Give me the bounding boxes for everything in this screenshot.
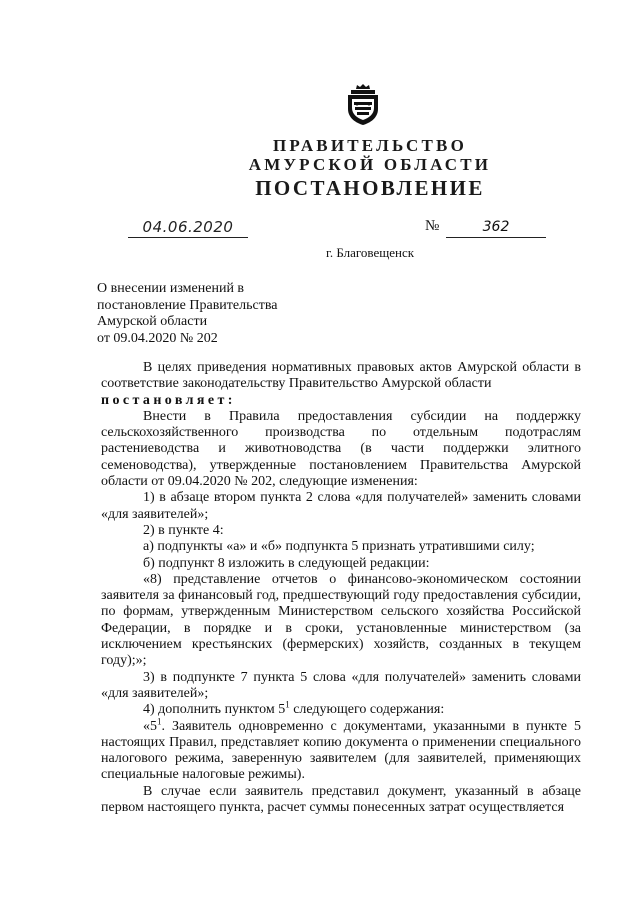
paragraph <box>101 715 581 784</box>
number-label: № <box>425 218 440 234</box>
document-type: ПОСТАНОВЛЕНИЕ <box>255 176 485 200</box>
subject-line: постановление Правительства <box>97 297 278 313</box>
org-name-line2: АМУРСКОЙ ОБЛАСТИ <box>248 155 492 174</box>
subject-line: О внесении изменений в <box>97 281 245 296</box>
text-run: «5 <box>143 718 157 734</box>
paragraph <box>101 699 581 718</box>
superscript: 1 <box>157 715 162 726</box>
subject-line: Амурской области <box>97 314 208 329</box>
document-date: 04.06.2020 <box>128 219 248 238</box>
document-number: 362 <box>446 219 546 238</box>
paragraph: 1) в абзаце втором пункта 2 слова «для получателей» заменить словами «для заявителей»; <box>101 490 581 522</box>
paragraph: Внести в Правила предоставления субсидии на поддержку сельскохозяйственного производства по отдельным подотраслям растениеводства и животноводства (в части поддержки элитного семеноводства), утвержденные постановлением Правительства Амурской области от 09.04.2020 № 202, следующие изменения: <box>101 408 581 490</box>
paragraph: В случае если заявитель представил документ, указанный в абзаце первом настоящего пункта, расчет суммы понесенных затрат осуществляется <box>101 783 581 816</box>
city: г. Благовещенск <box>325 245 415 260</box>
coat-of-arms-icon <box>343 82 383 126</box>
subject-line: от 09.04.2020 № 202 <box>97 330 218 346</box>
text-run: 4) дополнить пунктом 5 <box>143 702 286 718</box>
paragraph: 2) в пункте 4: <box>143 522 224 538</box>
text-run: следующего содержания: <box>289 702 445 718</box>
paragraph: «8) представление отчетов о финансово-экономическом состоянии заявителя за финансовый год, предшествующий году предоставления субсидии, по формам, утвержденным Министерством сельского хозяйства Российской Федерации, в порядке и в сроки, установленные министерством (за исключением крестьянских (фермерских) хозяйств, созданных в текущем году);»; <box>101 571 581 669</box>
resolves-heading: постановляет: <box>101 392 236 408</box>
document-subject <box>97 281 347 347</box>
paragraph: а) подпункты «а» и «б» подпункта 5 признать утратившими силу; <box>143 539 535 555</box>
superscript: 1 <box>285 699 290 710</box>
paragraph: 3) в подпункте 7 пункта 5 слова «для получателей» заменить словами «для заявителей»; <box>101 669 581 701</box>
preamble-paragraph: В целях приведения нормативных правовых актов Амурской области в соответствие законодательству Правительство Амурской области <box>101 360 581 392</box>
document-body <box>101 360 581 816</box>
text-run: . Заявитель одновременно с документами, указанными в пункте 5 настоящих Правил, представляет копию документа о применении специального налогового режима, заверенную заявителем (для заявителей, применяющих специальные налоговые режимы). <box>101 718 581 783</box>
paragraph: б) подпункт 8 изложить в следующей редакции: <box>143 555 430 571</box>
org-name-line1: ПРАВИТЕЛЬСТВО <box>273 136 467 155</box>
